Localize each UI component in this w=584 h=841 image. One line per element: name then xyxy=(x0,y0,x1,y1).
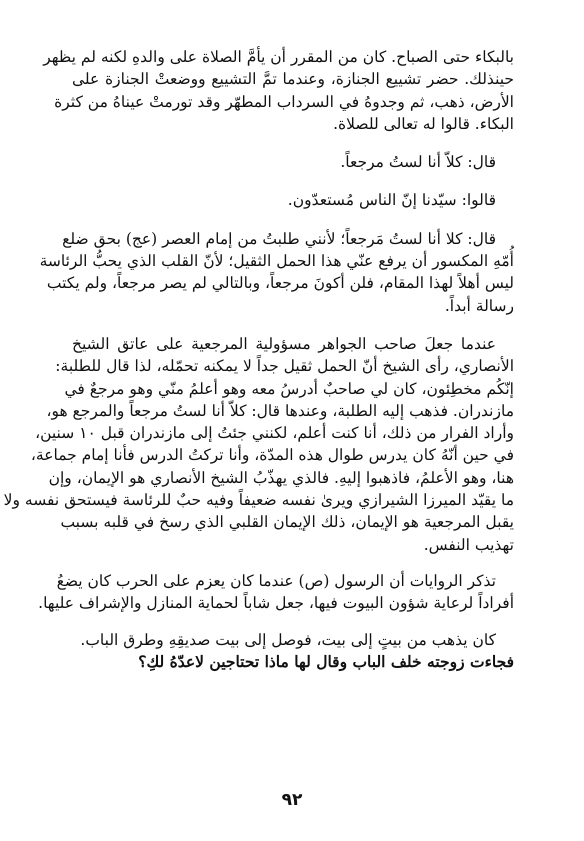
text-line: ما يقيّد الميرزا الشيرازي ويرىٰ نفسه ضعيفاً وفيه حبٌ للرئاسة فيستحق نفسه ولا xyxy=(3,491,514,510)
text-line: تهذيب النفس. xyxy=(423,535,514,554)
text-line: رسالة أبداً. xyxy=(444,296,514,315)
text-line: أفراداً لرعاية شؤون البيوت فيها، جعل شاباً لحماية المنازل والإشراف عليها. xyxy=(38,594,514,613)
text-line: بالبكاء حتى الصباح. كان من المقرر أن يأمَّ الصلاة على والدهِ لكنه لم يظهر xyxy=(43,48,514,66)
paragraph-2 xyxy=(72,151,514,173)
paragraph-1 xyxy=(43,46,514,135)
text-line: حينذلك. حضر تشييع الجنازة، وعندما تمَّ التشييع ووضعتْ الجنازة على xyxy=(72,70,514,89)
text-line: الأنصاري، رأى الشيخ أنّ الحمل ثقيل جداً لا يمكنه تحمّله، لذا قال للطلبة: xyxy=(55,357,514,376)
text-line: البكاء. قالوا له تعالى للصلاة. xyxy=(333,114,514,133)
paragraph-4 xyxy=(39,228,514,317)
paragraph-3 xyxy=(72,189,514,211)
text-line: الأرض، ذهب، ثم وجدوهُ في السرداب المطهّر وقد تورمتْ عيناهُ من كثرة xyxy=(54,92,514,111)
text-line: مازندران. فذهب إليه الطلبة، وعندها قال: كلاّ أنا لستُ مرجعاً والمرجع هو، xyxy=(46,401,514,420)
text-line: قال: كلاّ أنا لستُ مرجعاً. xyxy=(340,153,496,172)
text-line: فجاءت زوجته خلف الباب وقال لها ماذا تحتاجين لاعدّهُ لكِ؟ xyxy=(138,651,514,671)
text-line: في حين أنّهُ كان يدرس طوال هذه المدّة، وأنا تركتُ الدرس فأنا إمام جماعة، xyxy=(30,446,514,465)
text-line: وأراد الفرار من ذلك، أنا كنت أعلم، لكنني جئتُ إلى مازندران قبل ١٠ سنين، xyxy=(35,424,514,443)
text-line: قال: كلا أنا لستُ مَرجعاً؛ لأنني طلبتُ من إمام العصر (عج) بحق ضلع xyxy=(62,229,496,248)
paragraph-7 xyxy=(72,629,514,674)
text-line: كان يذهب من بيتٍ إلى بيت، فوصل إلى بيت صديقِهِ وطرق الباب. xyxy=(80,630,496,649)
text-line: هنا، وهو الأعلمُ، فاذهبوا إليهِ. فالذي يهذّبُ الشيخ الأنصاري هو الإيمان، وإن xyxy=(48,468,514,487)
text-line: إنّكُم مخطِئون، كان لي صاحبٌ أدرسُ معه وهو أعلمُ منّي وهو مرجعٌ في xyxy=(64,379,514,398)
page-number: ٩٢ xyxy=(281,790,303,810)
text-line: تذكر الروايات أن الرسول (ص) عندما كان يعزم على الحرب كان يضعُ xyxy=(56,571,496,590)
paragraph-5 xyxy=(3,333,514,556)
paragraph-6 xyxy=(38,570,514,615)
text-line: قالوا: سيّدنا إنّ الناس مُستعدّون. xyxy=(287,191,496,210)
text-line: أُمّهِ المكسور أن يرفع عنّي هذا الحمل الثقيل؛ لأنّ القلب الذي يحبُّ الرئاسة xyxy=(39,252,514,271)
text-line: عندما جعلَ صاحب الجواهر مسؤولية المرجعية على عاتق الشيخ xyxy=(72,334,496,353)
text-line: ليس أهلاً لهذا المقام، فلن أكونَ مرجعاً، وبالتالي لم يصر مرجعاً، ولم يكتب xyxy=(46,274,514,293)
text-line: يقبل المرجعية هو الإيمان، ذلك الإيمان القلبي الذي رسخ في قلبه بسبب xyxy=(60,513,514,532)
